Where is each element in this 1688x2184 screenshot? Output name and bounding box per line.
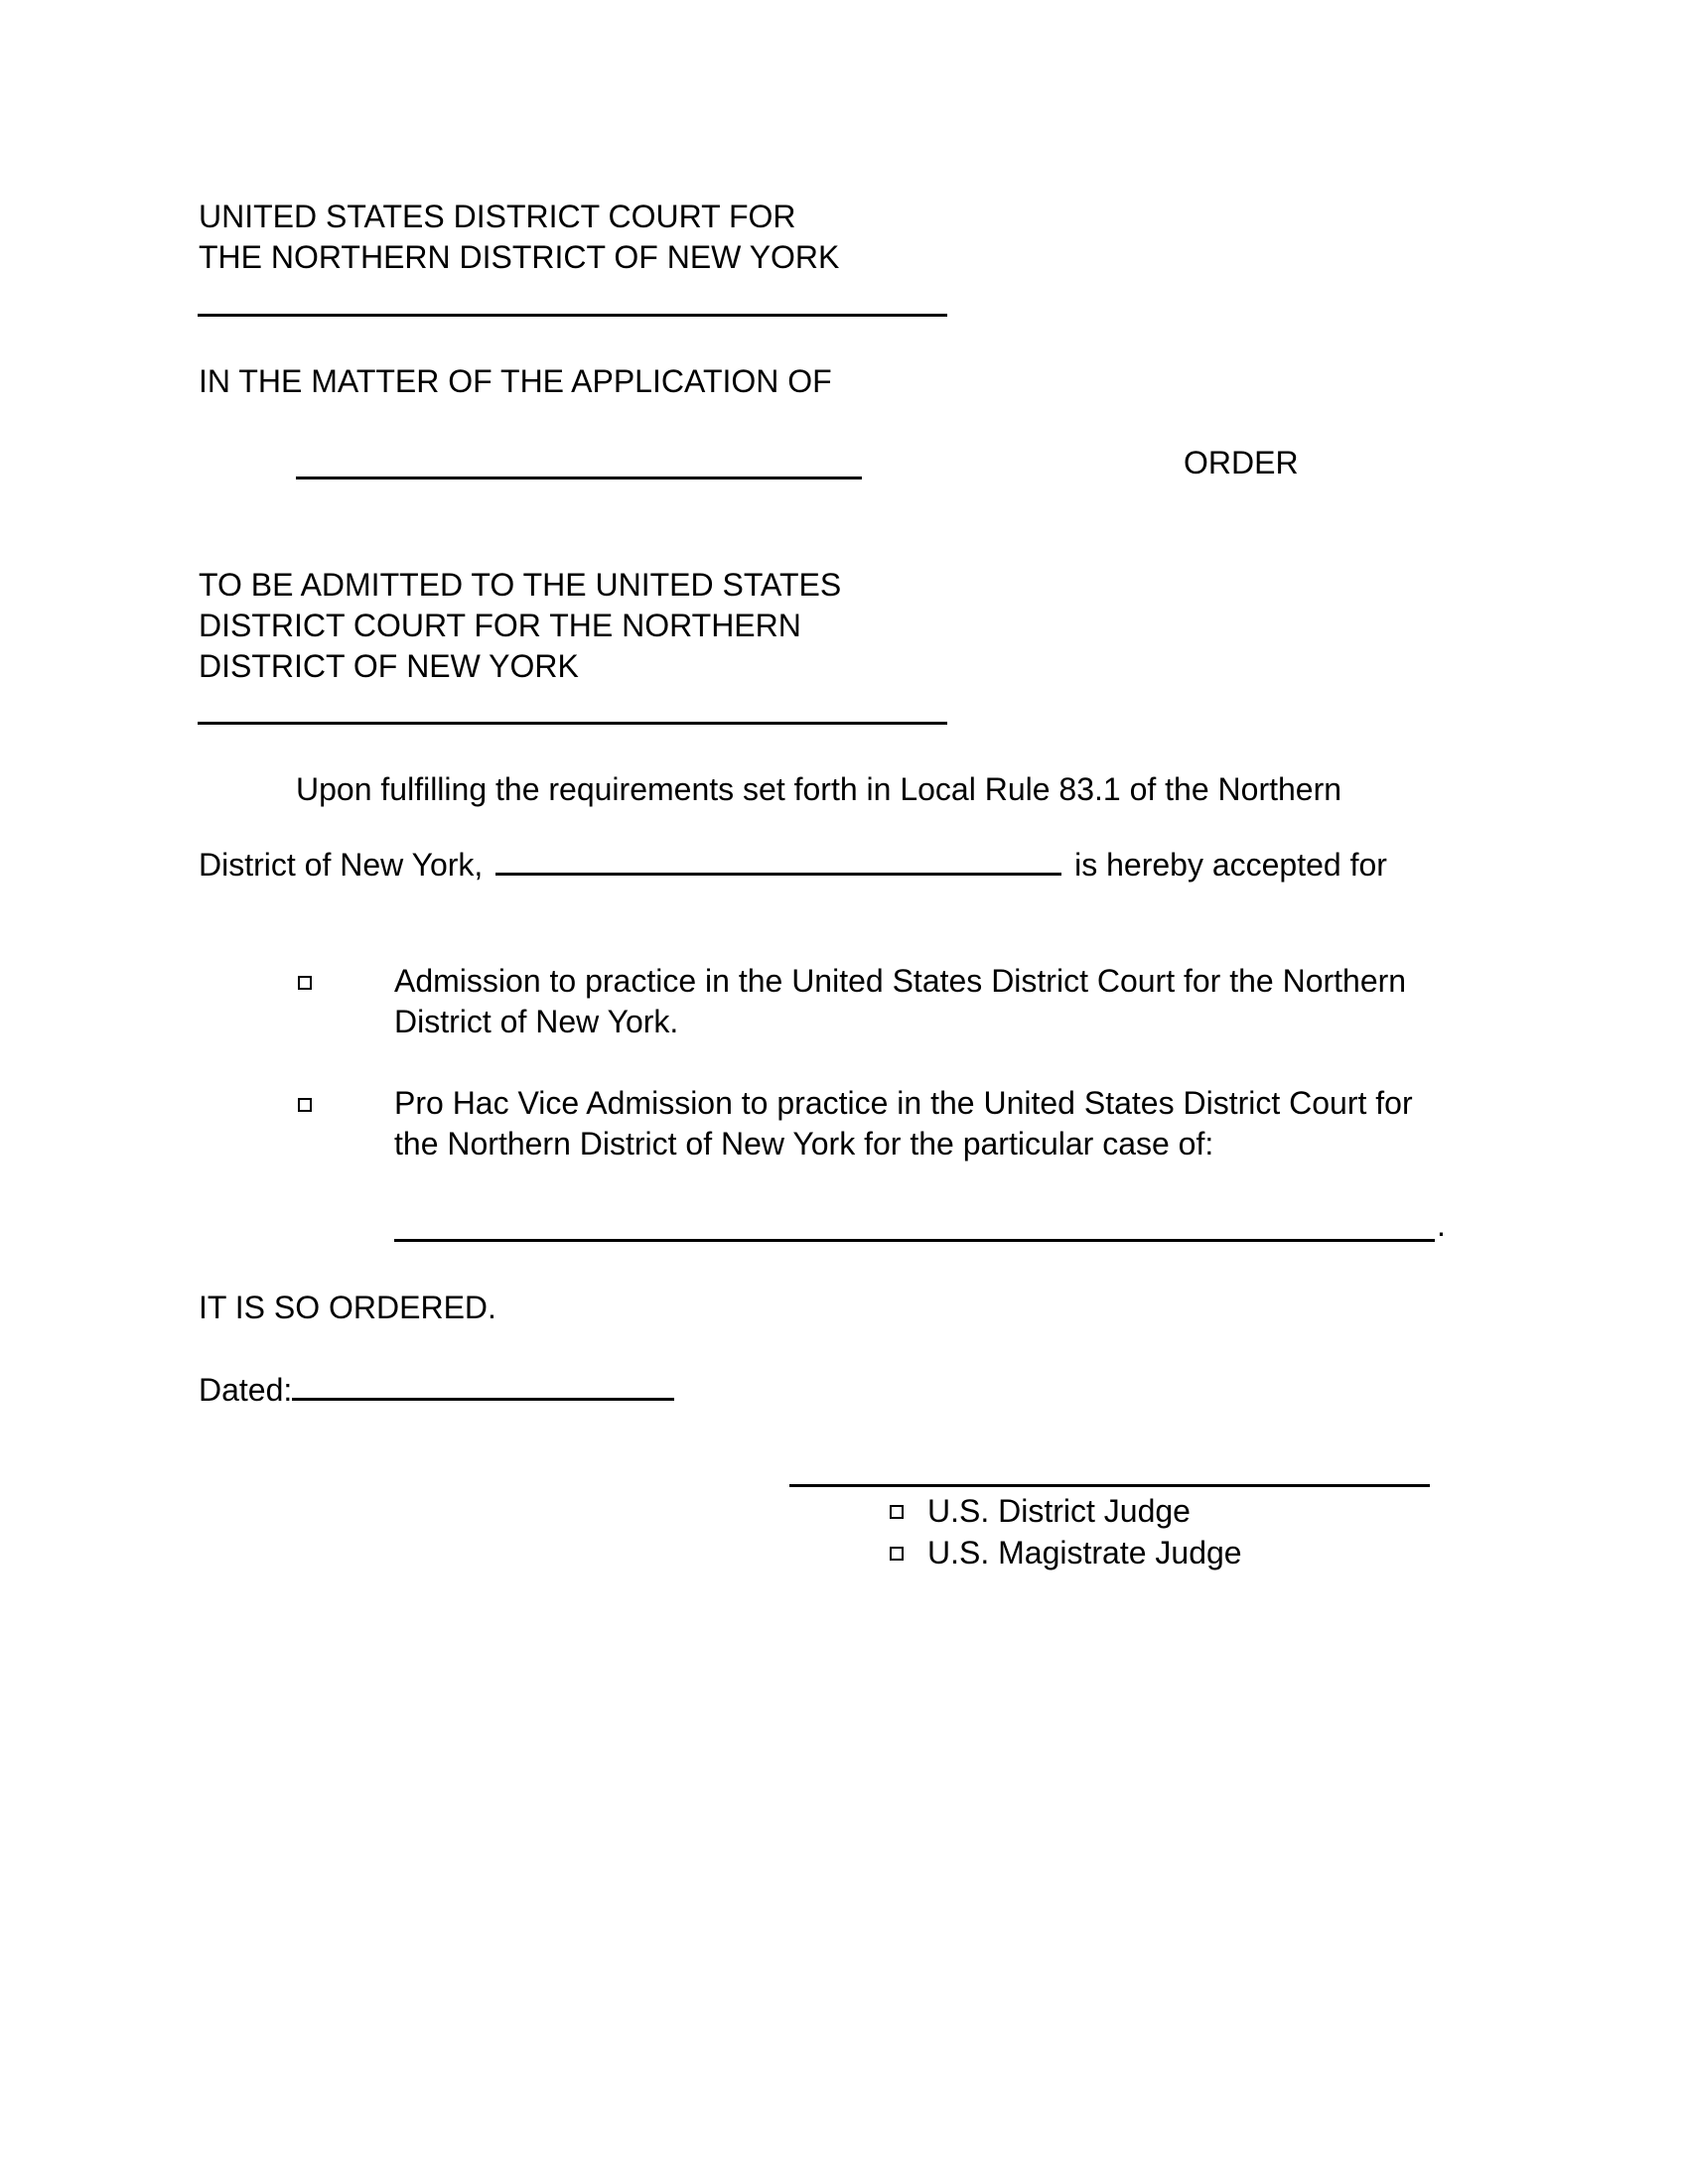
- admitted-line-3: DISTRICT OF NEW YORK: [199, 648, 579, 684]
- caption-divider: [198, 722, 947, 725]
- pro-hac-vice-checkbox[interactable]: [298, 1098, 312, 1112]
- judge-signature-line[interactable]: [789, 1484, 1430, 1487]
- district-judge-checkbox[interactable]: [890, 1505, 904, 1519]
- matter-of-heading: IN THE MATTER OF THE APPLICATION OF: [199, 363, 832, 399]
- accepted-suffix: is hereby accepted for: [1074, 847, 1387, 883]
- order-title: ORDER: [1184, 445, 1299, 480]
- admitted-line-1: TO BE ADMITTED TO THE UNITED STATES: [199, 567, 842, 603]
- intro-paragraph: Upon fulfilling the requirements set forth in Local Rule 83.1 of the Northern: [296, 771, 1342, 807]
- applicant-name-blank[interactable]: [296, 477, 862, 479]
- case-line-period: .: [1437, 1207, 1446, 1243]
- admission-option-line-1: Admission to practice in the United States District Court for the Northern: [394, 963, 1407, 999]
- court-name-line-2: THE NORTHERN DISTRICT OF NEW YORK: [199, 239, 840, 275]
- admission-checkbox[interactable]: [298, 976, 312, 990]
- date-blank[interactable]: [292, 1398, 674, 1401]
- magistrate-judge-label: U.S. Magistrate Judge: [927, 1535, 1242, 1570]
- dated-line: [199, 1370, 674, 1411]
- district-judge-label: U.S. District Judge: [927, 1493, 1191, 1529]
- so-ordered-text: IT IS SO ORDERED.: [199, 1290, 496, 1325]
- admission-option-line-2: District of New York.: [394, 1004, 679, 1039]
- magistrate-judge-checkbox[interactable]: [890, 1547, 904, 1561]
- admitted-line-2: DISTRICT COURT FOR THE NORTHERN: [199, 608, 801, 643]
- attorney-name-blank[interactable]: [495, 873, 1061, 876]
- case-name-blank[interactable]: [394, 1239, 1435, 1242]
- header-divider: [198, 314, 947, 317]
- dated-label: Dated:: [199, 1372, 293, 1408]
- court-name-line-1: UNITED STATES DISTRICT COURT FOR: [199, 199, 796, 234]
- pro-hac-vice-option-line-2: the Northern District of New York for the particular case of:: [394, 1126, 1214, 1161]
- acceptance-line: [199, 845, 1387, 886]
- pro-hac-vice-option-line-1: Pro Hac Vice Admission to practice in the United States District Court for: [394, 1085, 1413, 1121]
- district-prefix: District of New York,: [199, 847, 484, 883]
